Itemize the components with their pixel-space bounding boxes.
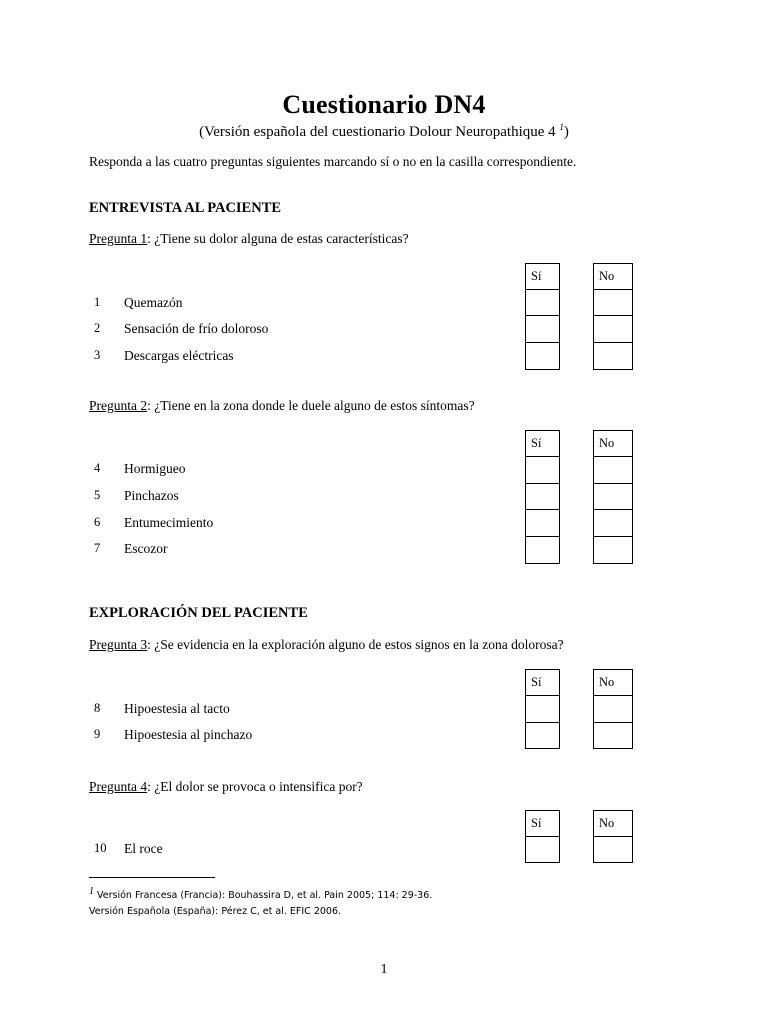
q2-yes-header: Sí [525, 430, 560, 457]
question-4-text: : ¿El dolor se provoca o intensifica por? [147, 779, 363, 794]
item-8-yes-checkbox[interactable] [525, 695, 560, 723]
item-number: 10 [94, 841, 107, 855]
question-3-text: : ¿Se evidencia en la exploración alguno de estos signos en la zona dolorosa? [147, 637, 564, 652]
item-label: Sensación de frío doloroso [124, 321, 269, 336]
question-1-label: Pregunta 1 [89, 231, 148, 246]
q3-yes-header: Sí [525, 669, 560, 696]
question-4 [89, 779, 363, 795]
subtitle-text: (Versión española del cuestionario Dolour Neuropathique 4 [199, 124, 556, 140]
q1-no-header: No [593, 263, 633, 290]
item-3-no-checkbox[interactable] [593, 342, 633, 370]
item-label: Descargas eléctricas [124, 348, 234, 363]
item-6-no-checkbox[interactable] [593, 509, 633, 537]
q4-no-header: No [593, 810, 633, 837]
question-3 [89, 637, 564, 653]
footnote-1-text: Versión Francesa (Francia): Bouhassira D, et al. Pain 2005; 114: 29-36. [94, 890, 433, 902]
q4-yes-header: Sí [525, 810, 560, 837]
item-label: Pinchazos [124, 488, 179, 503]
item-6-yes-checkbox[interactable] [525, 509, 560, 537]
footnote-divider [89, 877, 215, 878]
question-3-label: Pregunta 3 [89, 637, 148, 652]
item-number: 9 [94, 727, 101, 741]
question-1 [89, 231, 409, 247]
item-label: Entumecimiento [124, 515, 214, 530]
item-number: 3 [94, 348, 101, 362]
item-label: Escozor [124, 541, 168, 556]
item-number: 8 [94, 701, 101, 715]
item-number: 6 [94, 515, 101, 529]
question-2 [89, 398, 475, 414]
item-9-yes-checkbox[interactable] [525, 722, 560, 749]
item-5-yes-checkbox[interactable] [525, 483, 560, 510]
footnote-marker: 1 [89, 886, 94, 897]
item-4-no-checkbox[interactable] [593, 456, 633, 484]
item-9-no-checkbox[interactable] [593, 722, 633, 749]
item-number: 1 [94, 295, 101, 309]
page-title: Cuestionario DN4 [282, 90, 486, 119]
question-4-label: Pregunta 4 [89, 779, 148, 794]
subtitle [0, 122, 768, 141]
section-interview-heading: ENTREVISTA AL PACIENTE [89, 200, 282, 216]
question-2-label: Pregunta 2 [89, 398, 148, 413]
item-1-yes-checkbox[interactable] [525, 289, 560, 316]
section-exploration-heading: EXPLORACIÓN DEL PACIENTE [89, 605, 308, 621]
item-number: 2 [94, 321, 101, 335]
subtitle-close: ) [563, 124, 569, 140]
q3-no-header: No [593, 669, 633, 696]
item-3-yes-checkbox[interactable] [525, 342, 560, 370]
question-2-text: : ¿Tiene en la zona donde le duele alguno de estos síntomas? [147, 398, 475, 413]
item-8-no-checkbox[interactable] [593, 695, 633, 723]
item-10-yes-checkbox[interactable] [525, 836, 560, 863]
item-number: 7 [94, 541, 101, 555]
item-number: 4 [94, 461, 101, 475]
item-5-no-checkbox[interactable] [593, 483, 633, 510]
item-1-no-checkbox[interactable] [593, 289, 633, 316]
item-7-no-checkbox[interactable] [593, 536, 633, 564]
q1-yes-header: Sí [525, 263, 560, 290]
item-2-yes-checkbox[interactable] [525, 315, 560, 343]
subtitle-footnote-ref: 1 [559, 122, 564, 132]
instructions: Responda a las cuatro preguntas siguientes marcando sí o no en la casilla correspondiente. [89, 154, 577, 169]
footnote-2: Versión Española (España): Pérez C, et al. EFIC 2006. [89, 906, 342, 917]
page-number: 1 [380, 962, 388, 977]
item-label: Hipoestesia al tacto [124, 701, 230, 716]
item-label: Hormigueo [124, 461, 186, 476]
item-7-yes-checkbox[interactable] [525, 536, 560, 564]
item-10-no-checkbox[interactable] [593, 836, 633, 863]
question-1-text: : ¿Tiene su dolor alguna de estas características? [147, 231, 409, 246]
item-label: Quemazón [124, 295, 183, 310]
item-2-no-checkbox[interactable] [593, 315, 633, 343]
footnote-1 [89, 886, 432, 901]
item-number: 5 [94, 488, 101, 502]
item-label: Hipoestesia al pinchazo [124, 727, 253, 742]
q2-no-header: No [593, 430, 633, 457]
item-label: El roce [124, 841, 163, 856]
item-4-yes-checkbox[interactable] [525, 456, 560, 484]
